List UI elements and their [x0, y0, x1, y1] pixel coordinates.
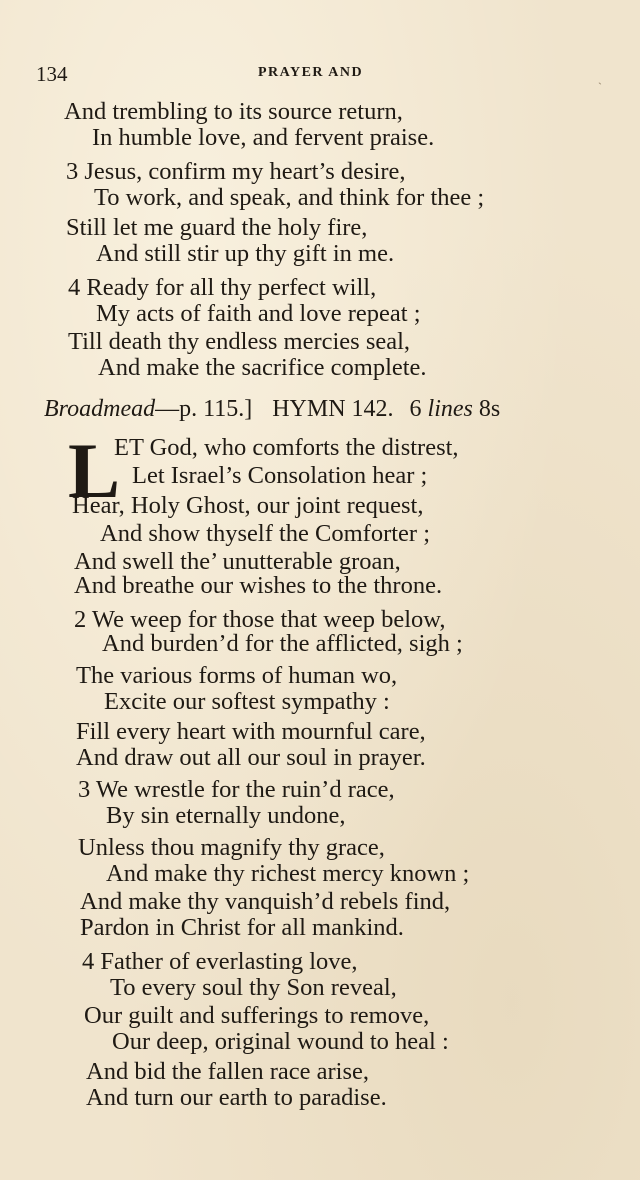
verse-line: To every soul thy Son reveal,	[110, 974, 397, 1001]
running-head: PRAYER AND	[258, 65, 364, 80]
tune-reference: —p. 115.]	[155, 396, 253, 422]
verse-line: Unless thou magnify thy grace,	[78, 834, 385, 861]
verse-line: 3 We wrestle for the ruin’d race,	[78, 776, 395, 803]
verse-line: By sin eternally undone,	[106, 802, 346, 829]
verse-line: ET God, who comforts the distrest,	[114, 434, 459, 461]
verse-line: And trembling to its source return,	[64, 98, 403, 125]
verse-line: The various forms of human wo,	[76, 662, 398, 689]
verse-line: My acts of faith and love repeat ;	[96, 300, 421, 327]
hymn-heading	[44, 396, 500, 423]
verse-line: Hear, Holy Ghost, our joint request,	[72, 492, 424, 519]
drop-cap: L	[68, 427, 121, 514]
verse-line: Let Israel’s Consolation hear ;	[132, 462, 428, 489]
verse-line: In humble love, and fervent praise.	[92, 124, 435, 151]
page-number: 134	[36, 62, 68, 86]
verse-line: Still let me guard the holy fire,	[66, 214, 368, 241]
verse-line: And burden’d for the afflicted, sigh ;	[102, 630, 463, 657]
verse-line: Our guilt and sufferings to remove,	[84, 1002, 430, 1029]
verse-line: And bid the fallen race arise,	[86, 1058, 369, 1085]
page-speck: ˋ	[598, 80, 602, 94]
verse-line: 4 Ready for all thy perfect will,	[68, 274, 377, 301]
hymn-number: HYMN 142.	[272, 396, 394, 422]
verse-line: Excite our softest sympathy :	[104, 688, 390, 715]
verse-line: And draw out all our soul in prayer.	[76, 744, 426, 771]
verse-line: And turn our earth to paradise.	[86, 1084, 387, 1111]
verse-line: 3 Jesus, confirm my heart’s desire,	[66, 158, 406, 185]
verse-line: To work, and speak, and think for thee ;	[94, 184, 485, 211]
verse-line: And show thyself the Comforter ;	[100, 520, 431, 547]
verse-line: Pardon in Christ for all mankind.	[80, 914, 404, 941]
verse-line: And swell the’ unutterable groan,	[74, 548, 401, 575]
verse-line: 4 Father of everlasting love,	[82, 948, 358, 975]
verse-line: And breathe our wishes to the throne.	[74, 572, 443, 599]
meter-count: 6	[409, 396, 422, 422]
verse-line: And make thy richest mercy known ;	[106, 860, 470, 887]
meter-lines: lines	[427, 396, 473, 422]
verse-line: And still stir up thy gift in me.	[96, 240, 395, 267]
verse-line: Our deep, original wound to heal :	[112, 1028, 449, 1055]
verse-line: Till death thy endless mercies seal,	[68, 328, 411, 355]
tune-name: Broadmead	[44, 396, 156, 422]
page-header	[36, 58, 596, 88]
verse-line: 2 We weep for those that weep below,	[74, 606, 446, 633]
meter-syllables: 8s	[478, 396, 501, 422]
verse-line: And make the sacrifice complete.	[98, 354, 427, 381]
verse-line: And make thy vanquish’d rebels find,	[80, 888, 451, 915]
verse-line: Fill every heart with mournful care,	[76, 718, 426, 745]
